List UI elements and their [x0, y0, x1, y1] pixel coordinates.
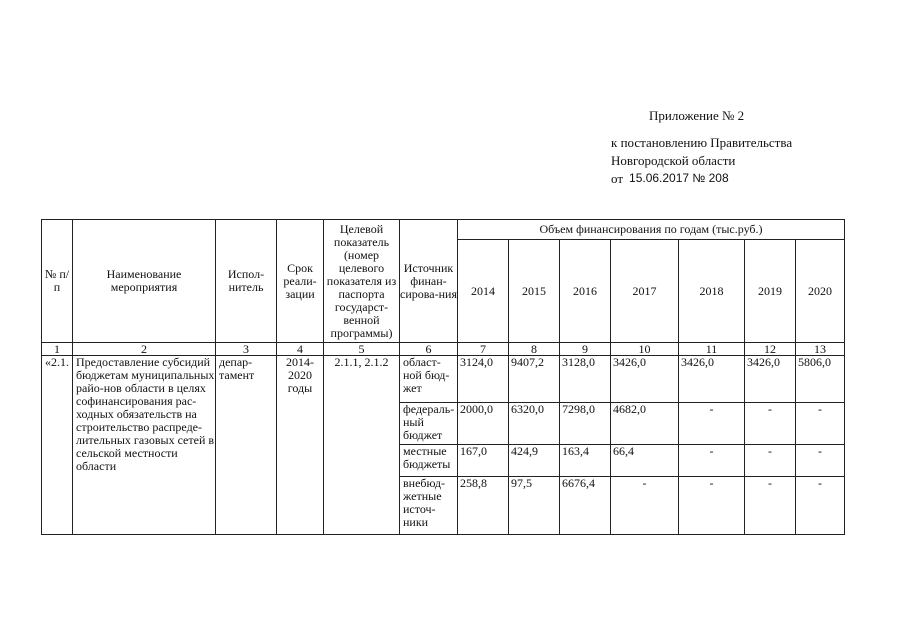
row-name: Предоставление субсидий бюджетам муниципальных райо-нов области в целях софинансирования рас-ходных обязательств на строительство распреде-лительных газовых сетей в сельской местности области	[73, 356, 216, 535]
header-executor: Испол-нитель	[216, 220, 277, 343]
header-target: Целевой показатель (номер целевого показателя из паспорта государст-венной программы)	[324, 220, 400, 343]
value-cell: 3124,0	[458, 356, 509, 403]
col-num: 3	[216, 343, 277, 356]
value-cell: 7298,0	[560, 403, 611, 445]
row-target: 2.1.1, 2.1.2	[324, 356, 400, 535]
funding-table	[41, 219, 845, 535]
source-name: внебюд-жетные источ-ники	[400, 477, 458, 535]
year-2014: 2014	[458, 240, 509, 343]
header-line-1: к постановлению Правительства	[611, 135, 793, 150]
header-term: Срок реали-зации	[277, 220, 324, 343]
year-2018: 2018	[679, 240, 745, 343]
value-cell: -	[745, 445, 796, 477]
value-cell: 4682,0	[611, 403, 679, 445]
value-cell: 167,0	[458, 445, 509, 477]
value-cell: 3128,0	[560, 356, 611, 403]
col-num: 10	[611, 343, 679, 356]
value-cell: 3426,0	[611, 356, 679, 403]
value-cell: -	[796, 445, 845, 477]
header-num: № п/п	[42, 220, 73, 343]
header-date-row	[611, 171, 792, 186]
row-term: 2014-2020 годы	[277, 356, 324, 535]
row-num: «2.1.	[42, 356, 73, 535]
source-name: област-ной бюд-жет	[400, 356, 458, 403]
header-funding: Объем финансирования по годам (тыс.руб.)	[458, 220, 845, 240]
col-num: 2	[73, 343, 216, 356]
value-cell: 6676,4	[560, 477, 611, 535]
value-cell: -	[796, 403, 845, 445]
col-num: 4	[277, 343, 324, 356]
value-cell: 3426,0	[745, 356, 796, 403]
col-num: 11	[679, 343, 745, 356]
col-num: 12	[745, 343, 796, 356]
col-num: 9	[560, 343, 611, 356]
value-cell: 6320,0	[509, 403, 560, 445]
header-source: Источник финан-сирова-ния	[400, 220, 458, 343]
table-row	[42, 356, 845, 403]
value-cell: -	[796, 477, 845, 535]
value-cell: 66,4	[611, 445, 679, 477]
value-cell: -	[745, 477, 796, 535]
value-cell: 163,4	[560, 445, 611, 477]
year-2017: 2017	[611, 240, 679, 343]
col-num: 13	[796, 343, 845, 356]
col-num: 5	[324, 343, 400, 356]
col-num: 8	[509, 343, 560, 356]
value-cell: 97,5	[509, 477, 560, 535]
column-number-row	[42, 343, 845, 356]
year-2016: 2016	[560, 240, 611, 343]
header-line-2: Новгородской области	[611, 153, 736, 168]
value-cell: -	[679, 445, 745, 477]
value-cell: -	[679, 403, 745, 445]
appendix-header	[611, 108, 792, 186]
header-name: Наименование мероприятия	[73, 220, 216, 343]
value-cell: 3426,0	[679, 356, 745, 403]
value-cell: 5806,0	[796, 356, 845, 403]
year-2020: 2020	[796, 240, 845, 343]
col-num: 7	[458, 343, 509, 356]
col-num: 6	[400, 343, 458, 356]
row-executor: депар-тамент	[216, 356, 277, 535]
date-prefix: от	[611, 171, 624, 186]
col-num: 1	[42, 343, 73, 356]
year-2019: 2019	[745, 240, 796, 343]
source-name: федераль-ный бюджет	[400, 403, 458, 445]
value-cell: -	[745, 403, 796, 445]
value-cell: 2000,0	[458, 403, 509, 445]
value-cell: -	[611, 477, 679, 535]
value-cell: 9407,2	[509, 356, 560, 403]
value-cell: 258,8	[458, 477, 509, 535]
source-name: местные бюджеты	[400, 445, 458, 477]
year-2015: 2015	[509, 240, 560, 343]
value-cell: 424,9	[509, 445, 560, 477]
appendix-title: Приложение № 2	[649, 108, 745, 123]
date-value: 15.06.2017 № 208	[629, 171, 729, 185]
value-cell: -	[679, 477, 745, 535]
